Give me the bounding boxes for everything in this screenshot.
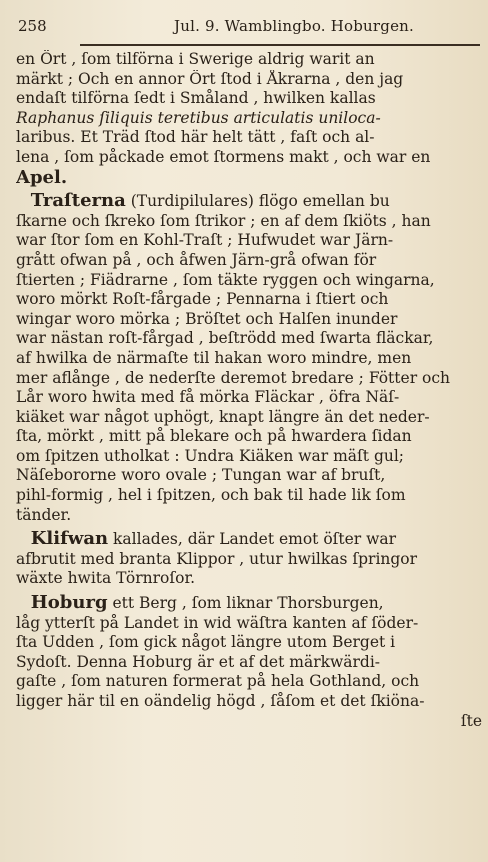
text-line: ſkarne och ſkreko ſom ſtrikor ; en af dem ſkiöts , han [16, 211, 431, 230]
entry-heading: Hoburg [30, 593, 108, 614]
text-line: woro mörkt Roſt-fårgade ; Pennarna i ſtiert och [16, 290, 389, 309]
text-line: war nästan roſt-fårgad , beſtrödd med ſwarta fläckar, [16, 329, 434, 348]
entry-heading: Klifwan [30, 529, 109, 550]
body-text [16, 50, 482, 731]
entry-heading-rest: kallades, där Landet emot öſter war [108, 530, 397, 549]
entry-heading-rest: ett Berg , ſom liknar Thorsburgen, [107, 594, 384, 613]
text-line: war ſtor ſom en Kohl-Traſt ; Hufwudet war Järn- [16, 231, 394, 250]
paragraph-4 [16, 593, 482, 731]
text-line: ligger här til en oändelig högd , ſåſom et det ſkiöna- [16, 692, 425, 710]
catchword: ſte [460, 711, 482, 730]
text-line: Apel. [16, 167, 68, 188]
text-line: Lår woro hwita med få mörka Fläckar , öfra Näſ- [16, 388, 400, 407]
text-line: af hwilka de närmaſte til hakan woro mindre, men [16, 348, 412, 367]
header-rule [80, 44, 480, 46]
text-line: Sydoſt. Denna Hoburg är et af det märkwärdi- [16, 652, 381, 671]
text-line [16, 593, 482, 614]
text-line: låg ytterſt på Landet in wid wäſtra kanten af ſöder- [16, 613, 419, 632]
text-line: endaſt tilförna ſedt i Småland , hwilken kallas [16, 89, 376, 108]
text-line: ſta, mörkt , mitt på blekare och på hwardera ſidan [16, 427, 412, 446]
text-line: grått ofwan på , och åfwen Järn-grå ofwan för [16, 250, 377, 269]
text-line [16, 191, 482, 212]
text-line: kiäket war något uphögt, knapt längre än det neder- [16, 407, 430, 426]
page-number: 258 [18, 17, 47, 35]
text-line: pihl-formig , hel i ſpitzen, och bak til hade lik ſom [16, 486, 406, 505]
text-line: ſtierten ; Fiädrarne , ſom täkte ryggen och wingarna, [16, 270, 435, 289]
running-title: Jul. 9. Wamblingbo. Hoburgen. [174, 17, 414, 35]
entry-heading: Traſterna [30, 191, 126, 212]
text-line [16, 529, 482, 550]
text-line: om ſpitzen utholkat : Undra Kiäken war mäſt gul; [16, 446, 405, 465]
text-line: Näſebororne woro ovale ; Tungan war af bruſt, [16, 466, 386, 485]
text-line: märkt ; Och en annor Ört ſtod i Åkrarna , den jag [16, 69, 404, 88]
text-line: lena , ſom påckade emot ſtormens makt , och war en [16, 147, 431, 166]
text-line: Raphanus ſiliquis teretibus articulatis uniloca- [16, 108, 381, 127]
text-line: en Ört , ſom tilförna i Swerige aldrig warit an [16, 50, 375, 68]
text-line: ſta Udden , ſom gick något längre utom Berget i [16, 633, 396, 652]
text-line: gaſte , ſom naturen formerat på hela Gothland, och [16, 672, 420, 691]
text-line: wingar woro mörka ; Bröſtet och Halſen inunder [16, 309, 398, 328]
text-line: tänder. [16, 505, 72, 524]
text-line: afbrutit med branta Klippor , utur hwilkas ſpringor [16, 549, 418, 568]
paragraph-3 [16, 529, 482, 589]
page-header [18, 14, 478, 38]
text-line: wäxte hwita Törnroſor. [16, 569, 196, 588]
text-line: mer aflånge , de nederſte deremot bredare ; Fötter och [16, 368, 451, 387]
text-line: laribus. Et Träd ſtod här helt tätt , faſt och al- [16, 128, 375, 147]
entry-heading-rest: (Turdipilulares) flögo emellan bu [125, 192, 390, 211]
paragraph-1 [16, 50, 482, 187]
paragraph-2 [16, 191, 482, 525]
